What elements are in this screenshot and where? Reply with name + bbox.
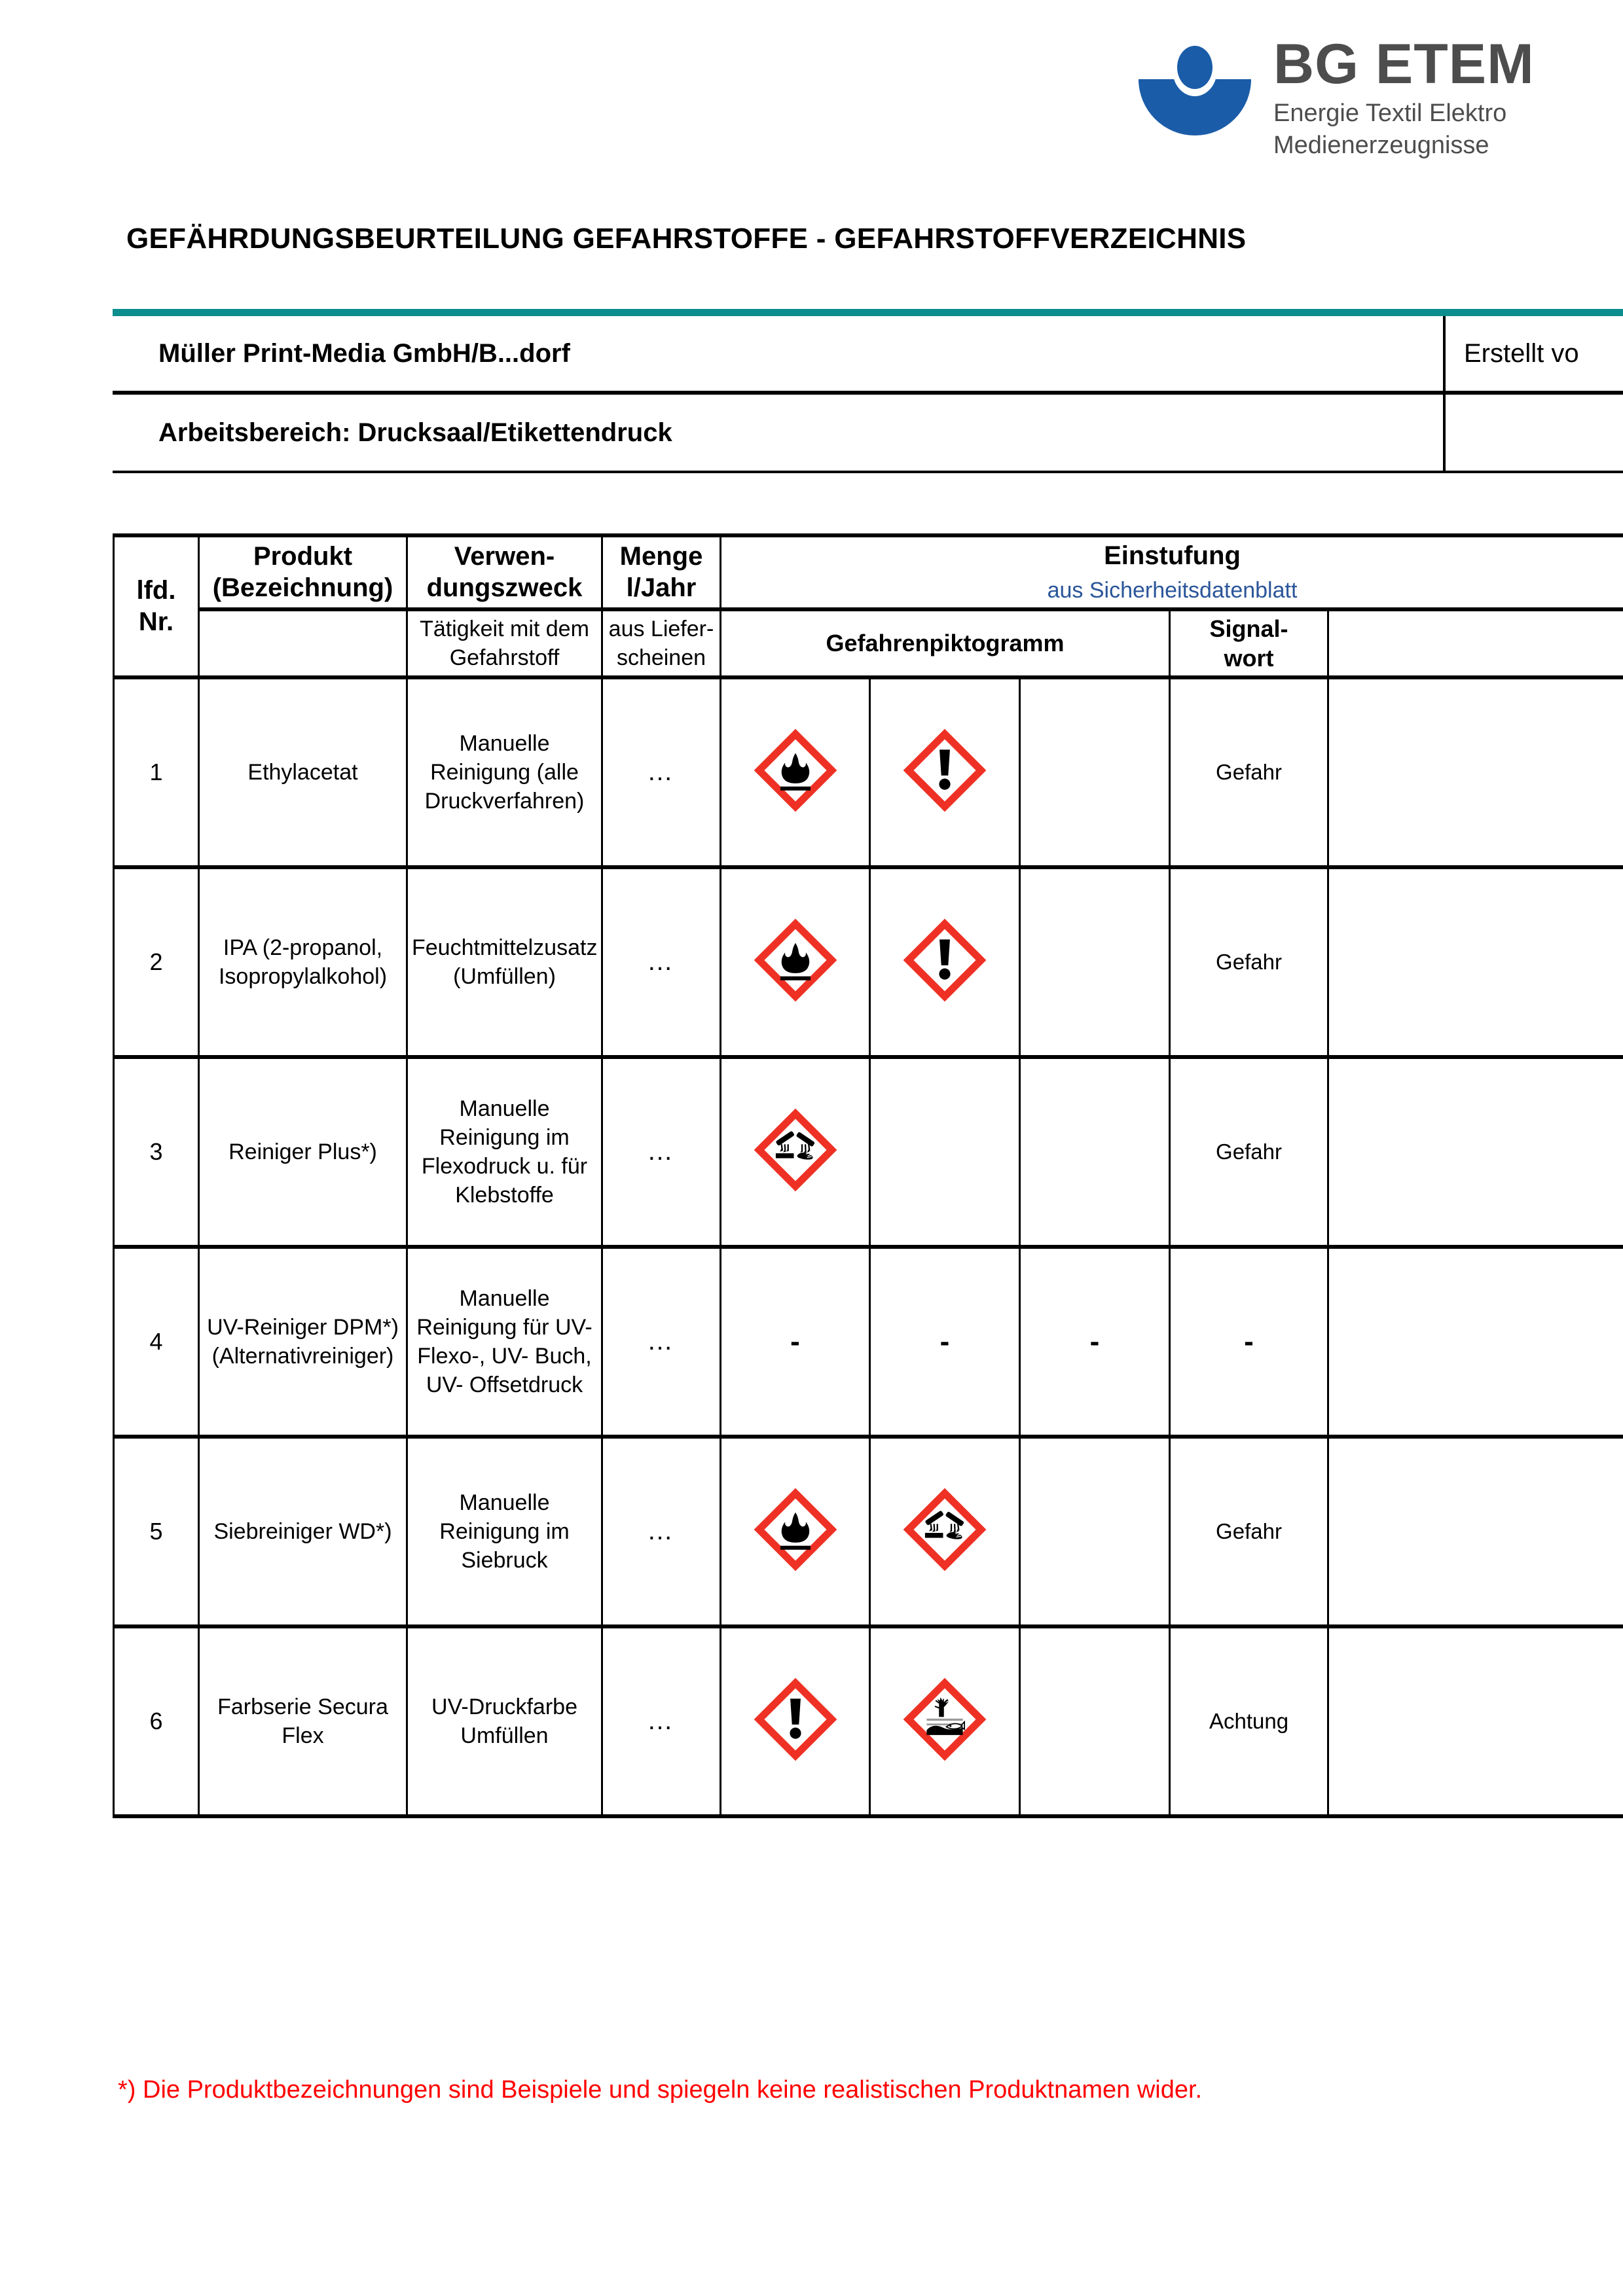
col-header-lieferscheinen: [602, 609, 721, 677]
cell-signalwort: Gefahr: [1170, 677, 1328, 867]
cell-menge: …: [602, 867, 721, 1057]
verwendung-line-1: Verwen-: [454, 541, 555, 571]
col-header-verwendungszweck: [407, 535, 602, 609]
cell-produkt: Reiniger Plus*): [199, 1057, 407, 1247]
lfd-nr-line-2: Nr.: [138, 607, 174, 637]
ghs-flame-icon: [752, 727, 839, 814]
produkt-line-1: Produkt: [253, 541, 353, 571]
cell-lfd-nr: 2: [114, 867, 199, 1057]
cell-produkt: IPA (2-propanol, Isopropylalkohol): [199, 867, 407, 1057]
cell-pictogram: [721, 1437, 870, 1626]
cell-lfd-nr: 4: [114, 1247, 199, 1437]
signalwort-line-2: wort: [1224, 644, 1274, 672]
work-area-text: Arbeitsbereich: Drucksaal/Etikettendruck: [158, 418, 672, 447]
lfd-nr-line-1: lfd.: [136, 575, 176, 605]
cell-overflow: [1328, 867, 1623, 1057]
cell-overflow: [1328, 1247, 1623, 1437]
col-header-taetigkeit: [407, 609, 602, 677]
einstufung-sublabel: aus Sicherheitsdatenblatt: [1047, 577, 1298, 603]
cell-pictogram: [721, 867, 870, 1057]
cell-pictogram-none: -: [870, 1247, 1020, 1437]
cell-lfd-nr: 5: [114, 1437, 199, 1626]
col-header-overflow: [1328, 609, 1623, 677]
cell-overflow: [1328, 1437, 1623, 1626]
ghs-exclamation-icon: [902, 917, 988, 1003]
menge-line-2: l/Jahr: [626, 573, 697, 603]
table-row: [114, 677, 1623, 867]
ghs-environment-icon: [902, 1676, 988, 1763]
cell-menge: …: [602, 1626, 721, 1816]
company-cell: [113, 316, 1443, 391]
cell-lfd-nr: 3: [114, 1057, 199, 1247]
cell-signalwort: -: [1170, 1247, 1328, 1437]
table-row: [114, 1626, 1623, 1816]
logo-title-text: BG ETEM: [1273, 33, 1535, 96]
cell-produkt: Ethylacetat: [199, 677, 407, 867]
signalwort-line-1: Signal-: [1209, 615, 1288, 642]
ghs-exclamation-icon: [752, 1676, 839, 1763]
cell-pictogram: [721, 1626, 870, 1816]
cell-verwendungszweck: Manuelle Reinigung (alle Druckverfahren): [407, 677, 602, 867]
ghs-corrosion-icon: [902, 1486, 988, 1573]
info-row-company: [113, 316, 1623, 395]
cell-lfd-nr: 6: [114, 1626, 199, 1816]
cell-signalwort: Gefahr: [1170, 867, 1328, 1057]
col-header-produkt: [199, 535, 407, 609]
ghs-exclamation-icon: [902, 727, 988, 814]
cell-menge: …: [602, 1247, 721, 1437]
cell-verwendungszweck: Manuelle Reinigung für UV- Flexo-, UV- Buch, UV- Offsetdruck: [407, 1247, 602, 1437]
document-info-table: [113, 316, 1623, 473]
document-title: GEFÄHRDUNGSBEURTEILUNG GEFAHRSTOFFE - GEFAHRSTOFFVERZEICHNIS: [126, 223, 1247, 255]
cell-verwendungszweck: Feuchtmittelzusatz (Umfüllen): [407, 867, 602, 1057]
liefer-line-2: scheinen: [616, 645, 706, 670]
cell-pictogram-empty: [1020, 677, 1170, 867]
cell-pictogram-empty: [870, 1057, 1020, 1247]
created-by-label: Erstellt vo: [1464, 338, 1579, 368]
created-by-cell: [1443, 316, 1623, 391]
cell-pictogram-none: -: [721, 1247, 870, 1437]
cell-overflow: [1328, 1626, 1623, 1816]
cell-pictogram: [870, 867, 1020, 1057]
table-header-row-primary: [114, 535, 1623, 609]
info-row-area: [113, 395, 1623, 473]
logo-subtitle-line-2: Medienerzeugnisse: [1273, 131, 1489, 159]
liefer-line-1: aus Liefer-: [608, 616, 714, 641]
ghs-flame-icon: [752, 917, 839, 1003]
cell-pictogram-empty: [1020, 867, 1170, 1057]
table-row: [114, 1437, 1623, 1626]
cell-pictogram: [870, 1626, 1020, 1816]
cell-pictogram: [721, 1057, 870, 1247]
cell-menge: …: [602, 1057, 721, 1247]
cell-produkt: UV-Reiniger DPM*) (Alternativreiniger): [199, 1247, 407, 1437]
cell-pictogram-empty: [1020, 1626, 1170, 1816]
col-header-einstufung: [721, 535, 1623, 609]
cell-produkt: Farbserie Secura Flex: [199, 1626, 407, 1816]
cell-pictogram-empty: [1020, 1437, 1170, 1626]
col-header-signalwort: [1170, 609, 1328, 677]
ghs-flame-icon: [752, 1486, 839, 1573]
company-name: Müller Print-Media GmbH/B...dorf: [158, 338, 570, 368]
cell-verwendungszweck: Manuelle Reinigung im Siebruck: [407, 1437, 602, 1626]
cell-overflow: [1328, 677, 1623, 867]
taetigkeit-line-2: Gefahrstoff: [449, 645, 560, 670]
bg-etem-wordmark: [1273, 33, 1535, 161]
col-header-produkt-empty: [199, 609, 407, 677]
cell-menge: …: [602, 677, 721, 867]
bg-etem-logo: [1136, 33, 1594, 187]
cell-verwendungszweck: UV-Druckfarbe Umfüllen: [407, 1626, 602, 1816]
area-right-cell: [1443, 395, 1623, 471]
produkt-line-2: (Bezeichnung): [212, 573, 393, 603]
col-header-lfd-nr: [114, 535, 199, 677]
cell-pictogram: [870, 1437, 1020, 1626]
ghs-corrosion-icon: [752, 1107, 839, 1193]
table-row: [114, 867, 1623, 1057]
bg-etem-logo-mark: [1136, 43, 1254, 141]
cell-signalwort: Gefahr: [1170, 1057, 1328, 1247]
einstufung-label: Einstufung: [1104, 541, 1241, 570]
cell-pictogram-empty: [1020, 1057, 1170, 1247]
menge-line-1: Menge: [619, 541, 703, 571]
table-row: [114, 1247, 1623, 1437]
col-header-gefahrenpiktogramm: Gefahrenpiktogramm: [721, 609, 1170, 677]
cell-pictogram-none: -: [1020, 1247, 1170, 1437]
cell-overflow: [1328, 1057, 1623, 1247]
cell-signalwort: Achtung: [1170, 1626, 1328, 1816]
cell-verwendungszweck: Manuelle Reinigung im Flexodruck u. für Klebstoffe: [407, 1057, 602, 1247]
logo-subtitle-line-1: Energie Textil Elektro: [1273, 99, 1507, 127]
cell-menge: …: [602, 1437, 721, 1626]
footnote-text: *) Die Produktbezeichnungen sind Beispiele und spiegeln keine realistischen Produktnamen wider.: [118, 2076, 1203, 2104]
hazardous-substances-table: [113, 533, 1623, 1818]
verwendung-line-2: dungszweck: [426, 573, 583, 603]
work-area-cell: [113, 395, 1443, 471]
cell-pictogram: [721, 677, 870, 867]
table-header-row-secondary: [114, 609, 1623, 677]
cell-signalwort: Gefahr: [1170, 1437, 1328, 1626]
cell-lfd-nr: 1: [114, 677, 199, 867]
teal-divider-bar: [113, 309, 1623, 316]
col-header-menge: [602, 535, 721, 609]
cell-produkt: Siebreiniger WD*): [199, 1437, 407, 1626]
cell-pictogram: [870, 677, 1020, 867]
taetigkeit-line-1: Tätigkeit mit dem: [420, 616, 589, 641]
table-row: [114, 1057, 1623, 1247]
